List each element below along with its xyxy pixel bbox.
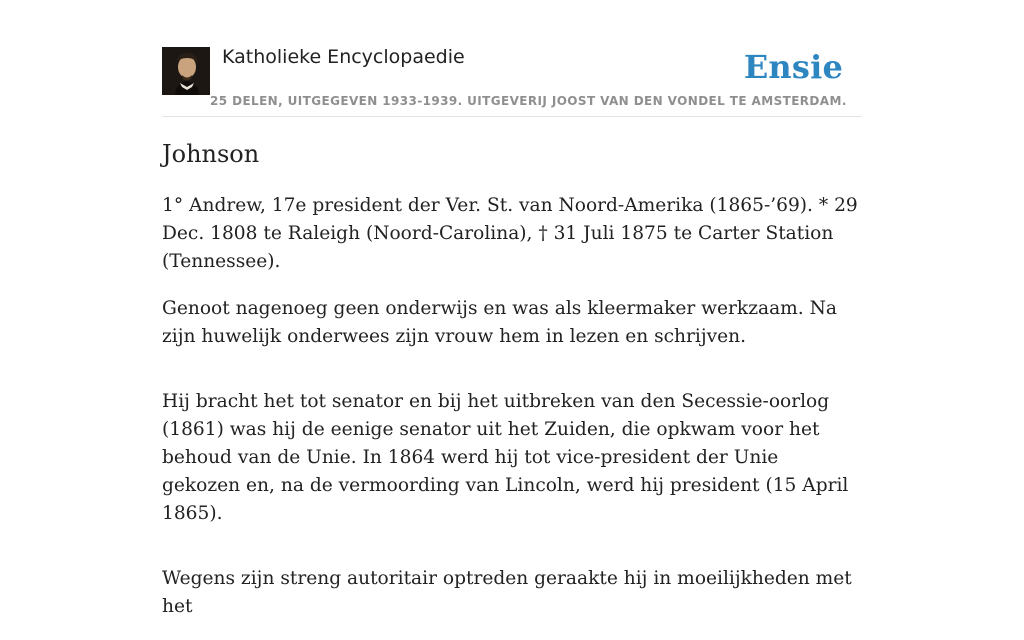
article-paragraph: Genoot nagenoeg geen onderwijs en was als kleermaker werkzaam. Na zijn huwelijk onderwees zijn vrouw hem in lezen en schrijven. bbox=[162, 298, 837, 347]
article-paragraph: Hij bracht het tot senator en bij het uitbreken van den Secessie-oorlog (1861) was hij de eenige senator uit het Zuiden, die opkwam voor het behoud van de Unie. In 1864 werd hij tot vice-president der Unie gekozen en, na de vermoording van Lincoln, werd hij president (15 April 1865). bbox=[162, 391, 849, 524]
article-paragraph: 1° Andrew, 17e president der Ver. St. van Noord-Amerika (1865-’69). * 29 Dec. 1808 te Raleigh (Noord-Carolina), † 31 Juli 1875 te Carter Station (Tennessee). bbox=[162, 195, 858, 272]
site-title[interactable]: Katholieke Encyclopaedie bbox=[222, 46, 465, 68]
ensie-logo-link[interactable]: Ensie bbox=[743, 48, 843, 86]
article-body bbox=[162, 192, 862, 640]
site-header bbox=[162, 0, 862, 117]
encyclopedia-portrait-avatar[interactable] bbox=[162, 47, 210, 95]
page-container bbox=[162, 0, 862, 617]
article-title: Johnson bbox=[162, 140, 260, 168]
article-paragraph: Wegens zijn streng autoritair optreden geraakte hij in moeilijkheden met het bbox=[162, 568, 852, 617]
site-subtitle: 25 DELEN, UITGEGEVEN 1933-1939. UITGEVERIJ JOOST VAN DEN VONDEL TE AMSTERDAM. bbox=[210, 94, 847, 108]
